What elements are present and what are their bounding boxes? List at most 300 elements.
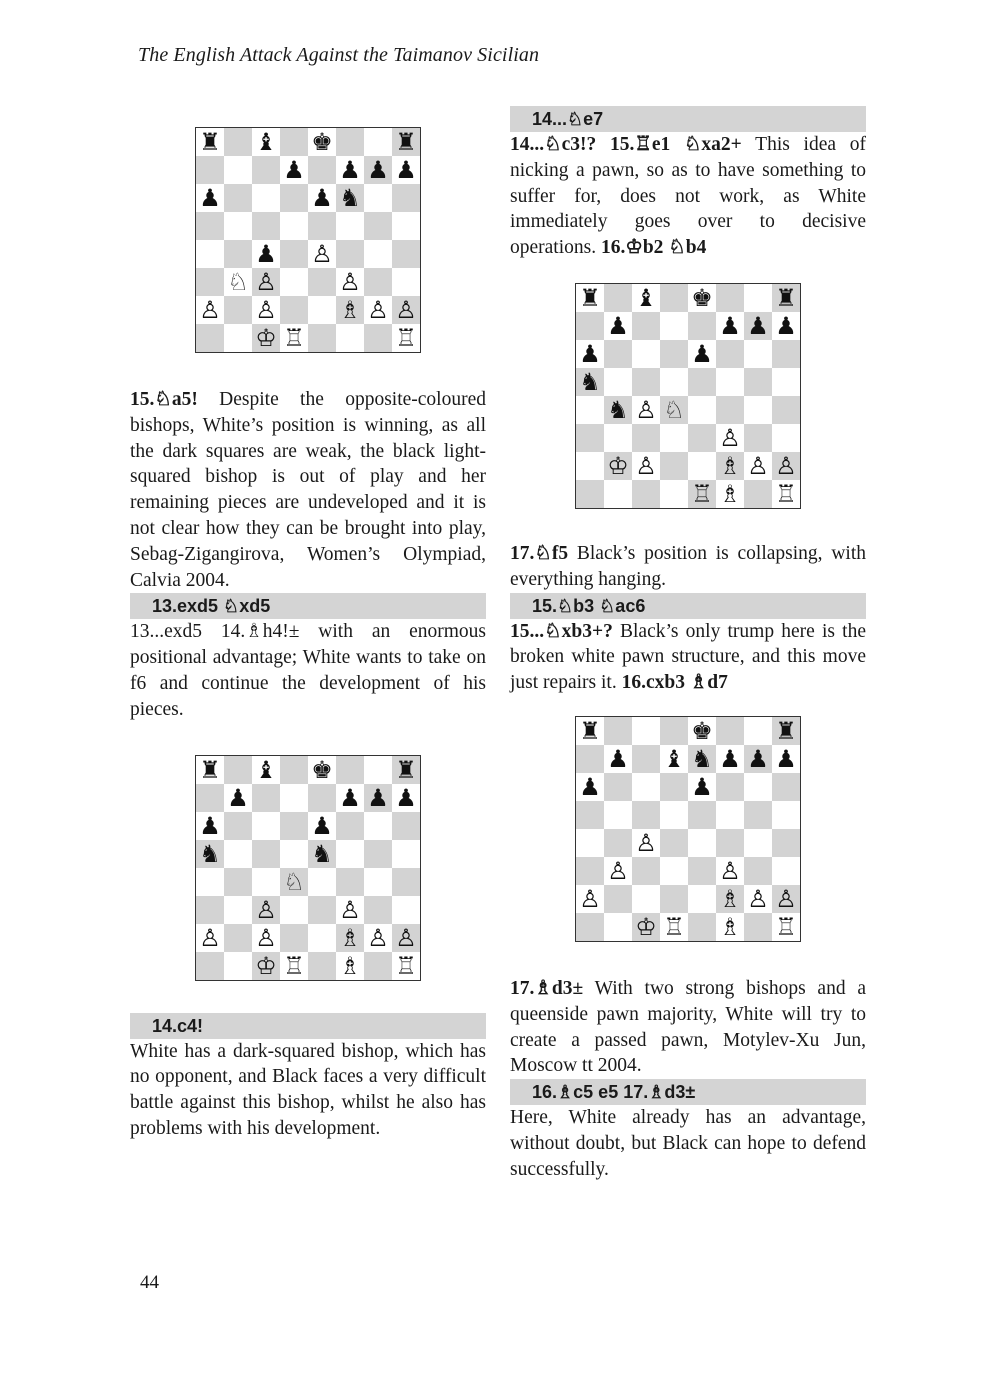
board-square [744, 312, 772, 340]
black-rook-icon: ♜ [775, 283, 797, 312]
board-square [252, 784, 280, 812]
black-rook-icon: ♜ [395, 128, 417, 156]
board-square [660, 284, 688, 312]
board-square [280, 924, 308, 952]
board-square [576, 885, 604, 913]
board-square [392, 952, 420, 980]
board-square [364, 896, 392, 924]
board-square [252, 840, 280, 868]
move-text: 17.♘f5 [510, 542, 569, 564]
board-square [252, 952, 280, 980]
board-square [336, 924, 364, 952]
white-pawn-icon: ♙ [775, 451, 797, 480]
board-square [364, 812, 392, 840]
board-square [224, 868, 252, 896]
board-square [576, 480, 604, 508]
board-square [744, 885, 772, 913]
board-square [604, 284, 632, 312]
move-header: 14...♘e7 [510, 106, 866, 132]
board-square [224, 924, 252, 952]
board-square [632, 284, 660, 312]
board-square [364, 212, 392, 240]
board-square [660, 857, 688, 885]
board-square [336, 784, 364, 812]
board-square [364, 324, 392, 352]
board-square [744, 480, 772, 508]
board-square [688, 717, 716, 745]
board-square [576, 745, 604, 773]
board-square [252, 240, 280, 268]
commentary-text: With two strong bishops and a queenside pawn majority, White will try to create a passed pawn, Motylev-Xu Jun, Moscow tt 2004. [510, 977, 866, 1077]
black-pawn-icon: ♟ [747, 311, 769, 340]
board-square [632, 885, 660, 913]
move-header: 15.♘b3 ♘ac6 [510, 593, 866, 619]
board-square [604, 913, 632, 941]
white-rook-icon: ♖ [691, 479, 713, 508]
board-square [364, 184, 392, 212]
black-pawn-icon: ♟ [339, 783, 361, 812]
board-square [604, 801, 632, 829]
board-square [632, 801, 660, 829]
board-square [688, 885, 716, 913]
black-rook-icon: ♜ [395, 755, 417, 784]
black-pawn-icon: ♟ [311, 811, 333, 840]
board-square [336, 812, 364, 840]
board-square [772, 452, 800, 480]
black-pawn-icon: ♟ [691, 339, 713, 368]
board-square [196, 756, 224, 784]
board-square [660, 340, 688, 368]
board-square [308, 952, 336, 980]
white-pawn-icon: ♙ [747, 884, 769, 913]
board-square [308, 868, 336, 896]
chess-diagram-2 [195, 755, 421, 981]
board-square [632, 913, 660, 941]
board-square [392, 756, 420, 784]
board-square [336, 156, 364, 184]
board-square [196, 128, 224, 156]
board-square [688, 480, 716, 508]
black-pawn-icon: ♟ [395, 783, 417, 812]
board-square [252, 184, 280, 212]
board-square [196, 240, 224, 268]
board-square [392, 240, 420, 268]
board-square [716, 312, 744, 340]
board-square [576, 773, 604, 801]
board-square [772, 480, 800, 508]
black-pawn-icon: ♟ [367, 783, 389, 812]
board-square [716, 424, 744, 452]
board-square [772, 801, 800, 829]
black-rook-icon: ♜ [579, 283, 601, 312]
black-bishop-icon: ♝ [255, 128, 277, 156]
board-square [604, 829, 632, 857]
white-pawn-icon: ♙ [199, 296, 221, 324]
board-square [688, 801, 716, 829]
white-pawn-icon: ♙ [311, 240, 333, 268]
board-square [252, 924, 280, 952]
board-square [772, 340, 800, 368]
board-square [252, 296, 280, 324]
board-square [196, 952, 224, 980]
board-square [280, 756, 308, 784]
board-square [660, 717, 688, 745]
board-square [336, 324, 364, 352]
annotation-paragraph [510, 976, 866, 1079]
board-square [196, 296, 224, 324]
white-pawn-icon: ♙ [199, 923, 221, 952]
board-square [688, 312, 716, 340]
board-square [660, 829, 688, 857]
board-square [716, 480, 744, 508]
board-square [364, 784, 392, 812]
board-square [196, 868, 224, 896]
board-square [224, 240, 252, 268]
board-square [660, 480, 688, 508]
board-square [196, 784, 224, 812]
board-square [196, 840, 224, 868]
board-square [196, 268, 224, 296]
annotation-paragraph: 13...exd5 14.♗h4!± with an enormous positional advantage; White wants to take on f6 and continue the development of his pieces. [130, 621, 486, 720]
board-square [604, 340, 632, 368]
board-square [744, 829, 772, 857]
board-square [224, 296, 252, 324]
black-bishop-icon: ♝ [663, 744, 685, 773]
board-square [604, 885, 632, 913]
board-square [576, 717, 604, 745]
board-square [280, 240, 308, 268]
board-square [224, 212, 252, 240]
black-pawn-icon: ♟ [283, 156, 305, 184]
move-header: 13.exd5 ♘xd5 [130, 593, 486, 619]
black-pawn-icon: ♟ [719, 744, 741, 773]
board-square [392, 268, 420, 296]
board-square [576, 312, 604, 340]
white-rook-icon: ♖ [283, 324, 305, 352]
board-square [632, 857, 660, 885]
board-square [716, 284, 744, 312]
board-square [604, 368, 632, 396]
black-pawn-icon: ♟ [227, 783, 249, 812]
board-square [280, 296, 308, 324]
board-square [252, 156, 280, 184]
board-square [364, 840, 392, 868]
board-square [576, 913, 604, 941]
board-square [364, 756, 392, 784]
annotation-paragraph: Here, White already has an advantage, without doubt, but Black can hope to defend successfully. [510, 1107, 866, 1180]
white-pawn-icon: ♙ [719, 423, 741, 452]
black-knight-icon: ♞ [199, 839, 221, 868]
board-square [364, 924, 392, 952]
board-square [744, 340, 772, 368]
board-square [688, 396, 716, 424]
board-square [280, 156, 308, 184]
board-square [224, 128, 252, 156]
board-square [744, 913, 772, 941]
board-square [716, 396, 744, 424]
white-knight-icon: ♘ [663, 395, 685, 424]
running-head: The English Attack Against the Taimanov Sicilian [138, 44, 540, 66]
board-square [392, 156, 420, 184]
white-pawn-icon: ♙ [719, 856, 741, 885]
board-square [632, 773, 660, 801]
board-square [576, 424, 604, 452]
board-square [280, 784, 308, 812]
white-knight-icon: ♘ [283, 867, 305, 896]
annotation-paragraph [130, 387, 486, 593]
board-square [364, 268, 392, 296]
board-square [336, 296, 364, 324]
board-square [744, 396, 772, 424]
black-pawn-icon: ♟ [607, 744, 629, 773]
board-square [308, 184, 336, 212]
board-square [280, 812, 308, 840]
board-square [196, 324, 224, 352]
board-square [772, 312, 800, 340]
board-square [224, 784, 252, 812]
board-square [660, 773, 688, 801]
board-square [196, 184, 224, 212]
board-square [392, 896, 420, 924]
white-rook-icon: ♖ [775, 479, 797, 508]
board-square [772, 885, 800, 913]
board-square [392, 324, 420, 352]
black-knight-icon: ♞ [607, 395, 629, 424]
board-square [688, 829, 716, 857]
board-square [604, 396, 632, 424]
white-rook-icon: ♖ [663, 912, 685, 941]
board-square [280, 952, 308, 980]
black-bishop-icon: ♝ [255, 755, 277, 784]
commentary-text: Despite the opposite-coloured bishops, White’s position is winning, as all the dark squares are weak, the black light-squared bishop is out of play and her remaining pieces are undeveloped and it is not clear how they can be brought into play, Sebag-Zigangirova, Women’s Olympiad, Calvia 2004. [130, 389, 486, 591]
board-square [336, 840, 364, 868]
board-square [688, 284, 716, 312]
white-pawn-icon: ♙ [255, 895, 277, 924]
board-square [224, 268, 252, 296]
board-square [308, 128, 336, 156]
board-square [308, 784, 336, 812]
black-pawn-icon: ♟ [579, 772, 601, 801]
black-rook-icon: ♜ [199, 755, 221, 784]
white-rook-icon: ♖ [395, 951, 417, 980]
board-square [392, 784, 420, 812]
board-square [252, 212, 280, 240]
white-bishop-icon: ♗ [719, 479, 741, 508]
white-pawn-icon: ♙ [339, 895, 361, 924]
black-pawn-icon: ♟ [395, 156, 417, 184]
white-pawn-icon: ♙ [255, 268, 277, 296]
board-square [660, 885, 688, 913]
annotation-paragraph [510, 541, 866, 593]
white-pawn-icon: ♙ [579, 884, 601, 913]
board-square [252, 756, 280, 784]
black-pawn-icon: ♟ [339, 156, 361, 184]
board-square [196, 156, 224, 184]
board-square [632, 829, 660, 857]
board-square [688, 340, 716, 368]
board-square [392, 184, 420, 212]
board-square [364, 240, 392, 268]
black-knight-icon: ♞ [311, 839, 333, 868]
board-square [660, 801, 688, 829]
board-square [632, 717, 660, 745]
annotation-paragraph [510, 619, 866, 696]
board-square [336, 268, 364, 296]
annotation-paragraph: White has a dark-squared bishop, which has no opponent, and Black faces a very difficult battle against this bishop, whilst he also has problems with his development. [130, 1040, 486, 1139]
board-square [364, 156, 392, 184]
board-square [224, 896, 252, 924]
board-square [576, 829, 604, 857]
board-square [660, 913, 688, 941]
board-square [716, 717, 744, 745]
board-square [660, 452, 688, 480]
board-square [308, 324, 336, 352]
board-square [336, 184, 364, 212]
black-pawn-icon: ♟ [255, 240, 277, 268]
board-square [576, 452, 604, 480]
board-square [196, 924, 224, 952]
board-square [252, 324, 280, 352]
board-square [576, 368, 604, 396]
white-bishop-icon: ♗ [339, 296, 361, 324]
chess-diagram-1 [195, 127, 421, 353]
white-pawn-icon: ♙ [255, 296, 277, 324]
left-column [130, 100, 486, 1142]
board-square [252, 812, 280, 840]
board-square [224, 952, 252, 980]
board-square [772, 717, 800, 745]
board-square [224, 812, 252, 840]
board-square [772, 396, 800, 424]
board-square [280, 840, 308, 868]
board-square [280, 868, 308, 896]
board-square [632, 340, 660, 368]
page-number: 44 [140, 1272, 159, 1293]
board-square [308, 268, 336, 296]
white-pawn-icon: ♙ [367, 296, 389, 324]
board-square [716, 368, 744, 396]
black-pawn-icon: ♟ [311, 184, 333, 212]
board-square [252, 896, 280, 924]
board-square [336, 212, 364, 240]
board-square [224, 184, 252, 212]
board-square [576, 857, 604, 885]
board-square [336, 868, 364, 896]
board-square [392, 924, 420, 952]
board-square [744, 857, 772, 885]
board-square [392, 840, 420, 868]
chess-diagram-3 [575, 283, 801, 509]
board-square [660, 368, 688, 396]
chess-diagram-4 [575, 716, 801, 942]
commentary-text: Black’s only trump here is the broken white pawn structure, and this move just repairs it. [510, 620, 866, 694]
white-bishop-icon: ♗ [719, 912, 741, 941]
black-king-icon: ♚ [311, 755, 333, 784]
black-pawn-icon: ♟ [367, 156, 389, 184]
move-text: 14...♘c3!? 15.♖e1 ♘xa2+ [510, 134, 742, 155]
board-square [660, 424, 688, 452]
black-pawn-icon: ♟ [719, 311, 741, 340]
board-square [660, 745, 688, 773]
move-text: 16.♔b2 ♘b4 [600, 237, 707, 259]
board-square [660, 312, 688, 340]
board-square [196, 212, 224, 240]
board-square [716, 340, 744, 368]
board-square [716, 452, 744, 480]
board-square [604, 717, 632, 745]
right-column [510, 100, 866, 1183]
white-bishop-icon: ♗ [719, 451, 741, 480]
board-square [744, 368, 772, 396]
commentary-text: This idea of nicking a pawn, so as to have something to suffer for, does not work, as White immediately goes over to decisive operations. [510, 134, 866, 259]
board-square [336, 756, 364, 784]
board-square [224, 840, 252, 868]
white-pawn-icon: ♙ [395, 296, 417, 324]
board-square [392, 812, 420, 840]
board-square [364, 296, 392, 324]
board-square [392, 128, 420, 156]
board-square [688, 452, 716, 480]
board-square [716, 801, 744, 829]
board-square [772, 284, 800, 312]
board-square [688, 773, 716, 801]
board-square [716, 773, 744, 801]
black-pawn-icon: ♟ [199, 184, 221, 212]
board-square [688, 424, 716, 452]
white-knight-icon: ♘ [227, 268, 249, 296]
board-square [772, 829, 800, 857]
board-square [280, 896, 308, 924]
white-rook-icon: ♖ [775, 912, 797, 941]
commentary-text: Black’s position is collapsing, with everything hanging. [510, 542, 866, 590]
board-square [604, 424, 632, 452]
board-square [336, 952, 364, 980]
white-pawn-icon: ♙ [635, 395, 657, 424]
board-square [604, 452, 632, 480]
board-square [688, 368, 716, 396]
board-square [576, 284, 604, 312]
black-pawn-icon: ♟ [607, 311, 629, 340]
white-king-icon: ♔ [255, 951, 277, 980]
white-bishop-icon: ♗ [339, 951, 361, 980]
white-pawn-icon: ♙ [339, 268, 361, 296]
black-rook-icon: ♜ [775, 716, 797, 745]
move-text: 15...♘xb3+? [510, 620, 613, 642]
board-square [336, 240, 364, 268]
board-square [772, 913, 800, 941]
board-square [196, 896, 224, 924]
board-square [716, 857, 744, 885]
white-king-icon: ♔ [607, 451, 629, 480]
board-square [716, 885, 744, 913]
board-square [392, 212, 420, 240]
black-knight-icon: ♞ [339, 184, 361, 212]
white-king-icon: ♔ [635, 912, 657, 941]
black-pawn-icon: ♟ [691, 772, 713, 801]
board-square [716, 829, 744, 857]
board-square [336, 128, 364, 156]
board-square [364, 868, 392, 896]
black-pawn-icon: ♟ [775, 311, 797, 340]
board-square [308, 756, 336, 784]
board-square [632, 396, 660, 424]
black-pawn-icon: ♟ [747, 744, 769, 773]
white-king-icon: ♔ [255, 324, 277, 352]
board-square [280, 128, 308, 156]
board-square [392, 296, 420, 324]
black-knight-icon: ♞ [691, 744, 713, 773]
white-bishop-icon: ♗ [719, 884, 741, 913]
